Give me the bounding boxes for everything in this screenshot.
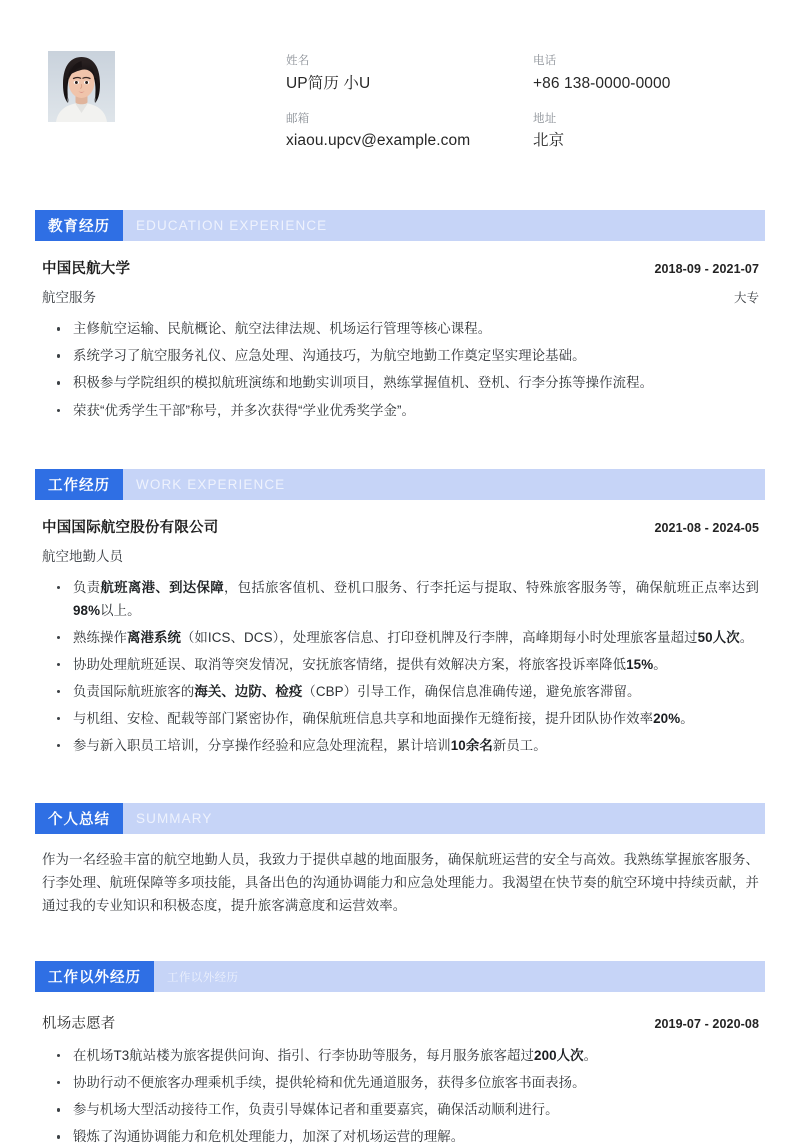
extra-role: 机场志愿者 xyxy=(42,1016,116,1033)
education-degree: 大专 xyxy=(733,291,759,306)
contact-grid xyxy=(286,51,765,149)
list-item: 参与机场大型活动接待工作，负责引导媒体记者和重要嘉宾，确保活动顺利进行。 xyxy=(73,1098,759,1121)
list-item: 协助处理航班延误、取消等突发情况，安抚旅客情绪，提供有效解决方案，将旅客投诉率降低15%。 xyxy=(73,653,759,676)
list-item: 与机组、安检、配载等部门紧密协作，确保航班信息共享和地面操作无缝衔接，提升团队协作效率20%。 xyxy=(73,707,759,730)
section-summary xyxy=(35,803,765,917)
education-date: 2018-09 - 2021-07 xyxy=(654,262,759,277)
list-item: 负责航班离港、到达保障，包括旅客值机、登机口服务、行李托运与提取、特殊旅客服务等，确保航班正点率达到98%以上。 xyxy=(73,576,759,622)
summary-paragraph: 作为一名经验丰富的航空地勤人员，我致力于提供卓越的地面服务，确保航班运营的安全与高效。我熟练掌握旅客服务、行李处理、航班保障等多项技能，具备出色的沟通协调能力和应急处理能力。我渴望在快节奏的航空环境中持续贡献，并通过我的专业知识和积极态度，提升旅客满意度和运营效率。 xyxy=(42,851,759,913)
education-major: 航空服务 xyxy=(42,290,96,306)
section-subtitle-work: WORK EXPERIENCE xyxy=(136,476,286,492)
list-item: 在机场T3航站楼为旅客提供问询、指引、行李协助等服务，每月服务旅客超过200人次。 xyxy=(73,1044,759,1067)
contact-field-name xyxy=(286,55,533,92)
list-item: 主修航空运输、民航概论、航空法律法规、机场运行管理等核心课程。 xyxy=(73,317,759,340)
section-subtitle-extra: 工作以外经历 xyxy=(167,971,239,984)
contact-field-email xyxy=(286,113,533,150)
work-position: 航空地勤人员 xyxy=(42,548,123,564)
list-item: 锻炼了沟通协调能力和危机处理能力，加深了对机场运营的理解。 xyxy=(73,1125,759,1148)
work-bullet-list xyxy=(35,576,765,757)
list-item: 参与新入职员工培训，分享操作经验和应急处理流程，累计培训10余名新员工。 xyxy=(73,734,759,757)
list-item: 协助行动不便旅客办理乘机手续，提供轮椅和优先通道服务，获得多位旅客书面表扬。 xyxy=(73,1071,759,1094)
education-entry-top-row xyxy=(35,257,765,278)
list-item: 负责国际航班旅客的海关、边防、检疫（CBP）引导工作，确保信息准确传递，避免旅客滞留。 xyxy=(73,680,759,703)
extra-entry-top-row xyxy=(35,1012,765,1033)
contact-value-phone: +86 138-0000-0000 xyxy=(533,74,671,92)
education-school: 中国民航大学 xyxy=(42,261,131,278)
contact-label-phone: 电话 xyxy=(533,55,557,67)
contact-value-name: UP简历 小U xyxy=(286,74,371,92)
section-work xyxy=(35,469,765,757)
section-extra-experience xyxy=(35,961,765,1148)
extra-date: 2019-07 - 2020-08 xyxy=(654,1017,759,1032)
profile-header xyxy=(35,0,765,149)
contact-label-address: 地址 xyxy=(533,112,557,125)
work-entry-second-row xyxy=(35,545,765,565)
work-company: 中国国际航空股份有限公司 xyxy=(42,519,219,536)
extra-entry xyxy=(35,992,765,1033)
list-item: 荣获“优秀学生干部”称号，并多次获得“学业优秀奖学金”。 xyxy=(73,399,759,422)
education-entry xyxy=(35,241,765,306)
education-entry-second-row xyxy=(35,286,765,306)
contact-label-email: 邮箱 xyxy=(286,112,310,125)
avatar xyxy=(48,51,115,122)
contact-field-phone xyxy=(533,55,765,92)
section-tab-education: 教育经历 xyxy=(35,210,123,241)
section-subtitle-summary: SUMMARY xyxy=(136,810,213,826)
section-subtitle-education: EDUCATION EXPERIENCE xyxy=(136,218,328,234)
list-item: 熟练操作离港系统（如ICS、DCS），处理旅客信息、打印登机牌及行李牌，高峰期每小时处理旅客量超过50人次。 xyxy=(73,626,759,649)
section-header-summary xyxy=(35,803,765,834)
list-item: 系统学习了航空服务礼仪、应急处理、沟通技巧，为航空地勤工作奠定坚实理论基础。 xyxy=(73,344,759,367)
section-tab-extra: 工作以外经历 xyxy=(35,961,154,992)
work-date: 2021-08 - 2024-05 xyxy=(654,520,759,535)
work-entry xyxy=(35,500,765,565)
section-tab-summary: 个人总结 xyxy=(35,803,123,834)
section-header-extra xyxy=(35,961,765,992)
section-education xyxy=(35,210,765,421)
extra-bullet-list xyxy=(35,1044,765,1148)
section-header-work xyxy=(35,469,765,500)
contact-value-email: xiaou.upcv@example.com xyxy=(286,132,471,150)
section-header-education xyxy=(35,210,765,241)
education-bullet-list xyxy=(35,317,765,421)
contact-value-address: 北京 xyxy=(533,132,565,150)
work-entry-top-row xyxy=(35,516,765,537)
contact-label-name: 姓名 xyxy=(286,55,310,67)
section-tab-work: 工作经历 xyxy=(35,469,123,500)
contact-field-address xyxy=(533,113,765,150)
list-item: 积极参与学院组织的模拟航班演练和地勤实训项目，熟练掌握值机、登机、行李分拣等操作流程。 xyxy=(73,371,759,394)
